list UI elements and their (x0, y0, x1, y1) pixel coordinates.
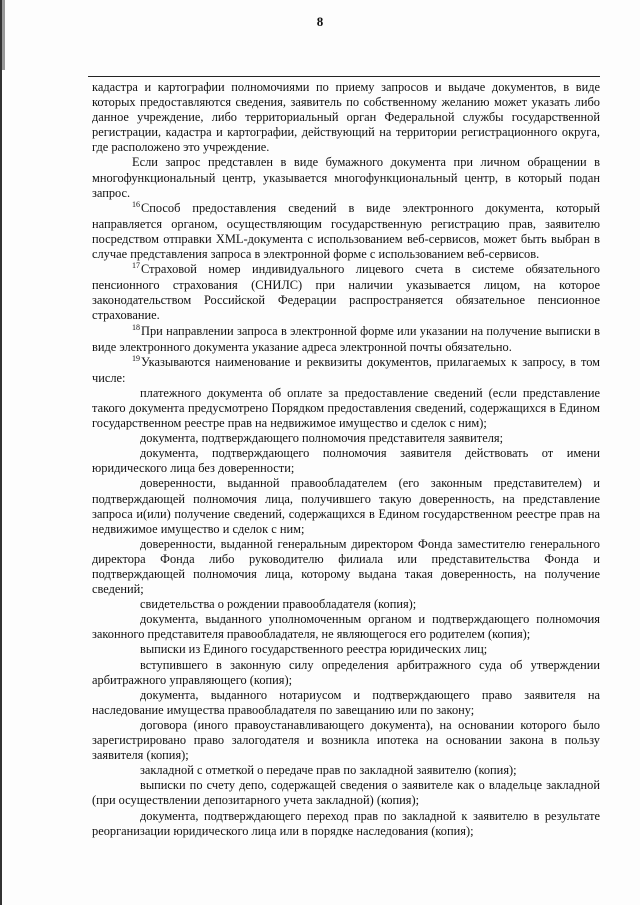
list-item (92, 446, 600, 476)
scan-edge (0, 0, 2, 905)
paragraph-text: Страховой номер индивидуального лицевого счета в системе обязательного пенсионного страхования (СНИЛС) при наличии указывается лицом, на которое законодательством Российской Федерации распространяется обязательное пенсионное страхование. (92, 262, 600, 323)
list-item (92, 612, 600, 642)
paragraph-text: платежного документа об оплате за предоставление сведений (если представление такого документа предусмотрено Порядком предоставления сведений, содержащихся в Едином государственном реестре прав на недвижимое имущество и сделок с ним); (92, 385, 600, 431)
footnote-number: 16 (132, 199, 140, 209)
paragraph-text: Указываются наименование и реквизиты документов, прилагаемых к запросу, в том числе: (92, 354, 600, 385)
footnote-paragraph (92, 262, 600, 323)
paragraph-text: закладной с отметкой о передаче прав по закладной заявителю (копия); (140, 763, 517, 778)
paragraph-text: документа, подтверждающего полномочия заявителя действовать от имени юридического лица без доверенности; (92, 446, 600, 476)
footnote-paragraph (92, 324, 600, 355)
paragraph-text: документа, подтверждающего полномочия представителя заявителя; (140, 431, 504, 446)
paragraph-text: Если запрос представлен в виде бумажного документа при личном обращении в многофункциональный центр, указывается многофункциональный центр, в который подан запрос. (92, 155, 600, 200)
list-item (92, 718, 600, 763)
paragraph-text: договора (иного правоустанавливающего документа), на основании которого было зарегистрировано право залогодателя и возникла ипотека на основании закона в пользу заявителя (копия); (92, 717, 600, 763)
paragraph-text: При направлении запроса в электронной форме или указании на получение выписки в виде электронного документа указание адреса электронной почты обязательно. (92, 323, 600, 354)
list-item (92, 809, 600, 839)
paragraph-text: выписки по счету депо, содержащей сведения о заявителе как о владельце закладной (при осуществлении депозитарного учета закладной) (копия); (92, 778, 600, 808)
paragraph (92, 155, 600, 200)
paragraph-text: документа, подтверждающего переход прав по закладной к заявителю в результате реорганизации юридического лица или в порядке наследования (копия); (92, 808, 600, 838)
paragraph-text: Способ предоставления сведений в виде электронного документа, который направляется органом, осуществляющим государственную регистрацию прав, заявителю посредством отправки XML-документа с использованием веб-сервисов, может быть выбран в случае представления запроса в электронной форме с использованием веб-сервисов. (92, 200, 600, 262)
paragraph-text: выписки из Единого государственного реестра юридических лиц; (140, 642, 488, 657)
list-item (92, 658, 600, 688)
footnote-paragraph (92, 355, 600, 386)
list-item (92, 537, 600, 597)
paragraph-text: кадастра и картографии полномочиями по приему запросов и выдаче документов, в виде которых предоставляются сведения, заявитель по собственному желанию может указать либо данное учреждение, либо территориальный орган Федеральной службы государственной регистрации, кадастра и картографии, действующий на территории регистрационного округа, где расположено это учреждение. (92, 80, 600, 155)
list-item (92, 431, 600, 446)
footnote-number: 17 (132, 261, 140, 271)
footnote-number: 18 (132, 322, 140, 332)
paragraph (92, 80, 600, 155)
paragraph-text: документа, выданного уполномоченным органом и подтверждающего полномочия законного представителя правообладателя, не являющегося его родителем (копия); (92, 612, 600, 642)
paragraph-text: доверенности, выданной правообладателем (его законным представителем) и подтверждающей полномочия лица, получившего такую доверенность, на представление запроса и(или) получение сведений, содержащихся в Едином государственном реестре прав на недвижимое имущество и сделок с ним; (92, 476, 600, 536)
paragraph-text: вступившего в законную силу определения арбитражного суда об утверждении арбитражного управляющего (копия); (92, 657, 600, 687)
list-item (92, 597, 600, 612)
paragraph-text: свидетельства о рождении правообладателя (копия); (140, 597, 417, 612)
list-item (92, 476, 600, 536)
list-item (92, 688, 600, 718)
header-rule (88, 76, 600, 77)
list-item (92, 642, 600, 657)
list-item (92, 386, 600, 431)
document-body (92, 80, 600, 839)
list-item (92, 763, 600, 778)
footnote-paragraph (92, 201, 600, 262)
list-item (92, 778, 600, 808)
paragraph-text: документа, выданного нотариусом и подтверждающего право заявителя на наследование имущества правообладателя по завещанию или по закону; (92, 687, 600, 717)
scan-edge-shadow (2, 0, 5, 70)
footnote-number: 19 (132, 353, 140, 363)
page-number: 8 (316, 14, 324, 29)
paragraph-text: доверенности, выданной генеральным директором Фонда заместителю генерального директора Фонда либо руководителю филиала или представительства Фонда и подтверждающей полномочия лица, которому выдана такая доверенность, на получение сведений; (92, 536, 600, 597)
